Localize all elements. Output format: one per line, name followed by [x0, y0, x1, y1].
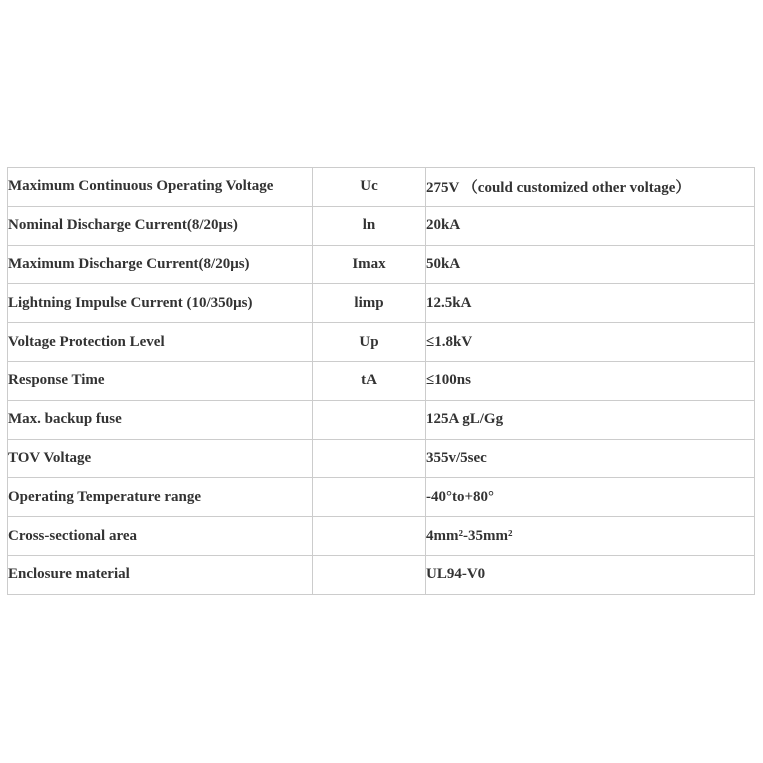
param-name-cell: Operating Temperature range	[8, 478, 313, 517]
param-value-cell: 355v/5sec	[426, 439, 755, 478]
param-name-cell: Cross-sectional area	[8, 517, 313, 556]
spec-table-container	[7, 167, 755, 595]
table-row	[8, 323, 755, 362]
param-value-cell: 12.5kA	[426, 284, 755, 323]
param-value-cell: ≤1.8kV	[426, 323, 755, 362]
param-symbol-cell	[313, 555, 426, 594]
param-symbol-cell: Uc	[313, 168, 426, 207]
param-name-cell: TOV Voltage	[8, 439, 313, 478]
param-value-cell: 20kA	[426, 206, 755, 245]
table-row	[8, 439, 755, 478]
param-symbol-cell	[313, 439, 426, 478]
table-row	[8, 245, 755, 284]
param-value-cell: UL94-V0	[426, 555, 755, 594]
param-symbol-cell	[313, 517, 426, 556]
param-name-cell: Nominal Discharge Current(8/20μs)	[8, 206, 313, 245]
table-row	[8, 168, 755, 207]
param-name-cell: Voltage Protection Level	[8, 323, 313, 362]
param-symbol-cell: ln	[313, 206, 426, 245]
param-value-cell: 50kA	[426, 245, 755, 284]
param-name-cell: Lightning Impulse Current (10/350μs)	[8, 284, 313, 323]
spec-table	[7, 167, 755, 595]
param-symbol-cell: Imax	[313, 245, 426, 284]
param-name-cell: Response Time	[8, 361, 313, 400]
param-value-cell: 4mm²-35mm²	[426, 517, 755, 556]
param-value-cell: 125A gL/Gg	[426, 400, 755, 439]
param-name-cell: Enclosure material	[8, 555, 313, 594]
param-value-cell: ≤100ns	[426, 361, 755, 400]
table-row	[8, 284, 755, 323]
table-row	[8, 478, 755, 517]
table-row	[8, 206, 755, 245]
param-name-cell: Max. backup fuse	[8, 400, 313, 439]
param-symbol-cell: limp	[313, 284, 426, 323]
table-row	[8, 517, 755, 556]
table-row	[8, 400, 755, 439]
param-value-cell: 275V （could customized other voltage）	[426, 168, 755, 207]
param-symbol-cell: tA	[313, 361, 426, 400]
param-value-cell: -40°to+80°	[426, 478, 755, 517]
param-name-cell: Maximum Continuous Operating Voltage	[8, 168, 313, 207]
param-symbol-cell	[313, 478, 426, 517]
table-row	[8, 361, 755, 400]
table-row	[8, 555, 755, 594]
param-name-cell: Maximum Discharge Current(8/20μs)	[8, 245, 313, 284]
param-symbol-cell	[313, 400, 426, 439]
param-symbol-cell: Up	[313, 323, 426, 362]
